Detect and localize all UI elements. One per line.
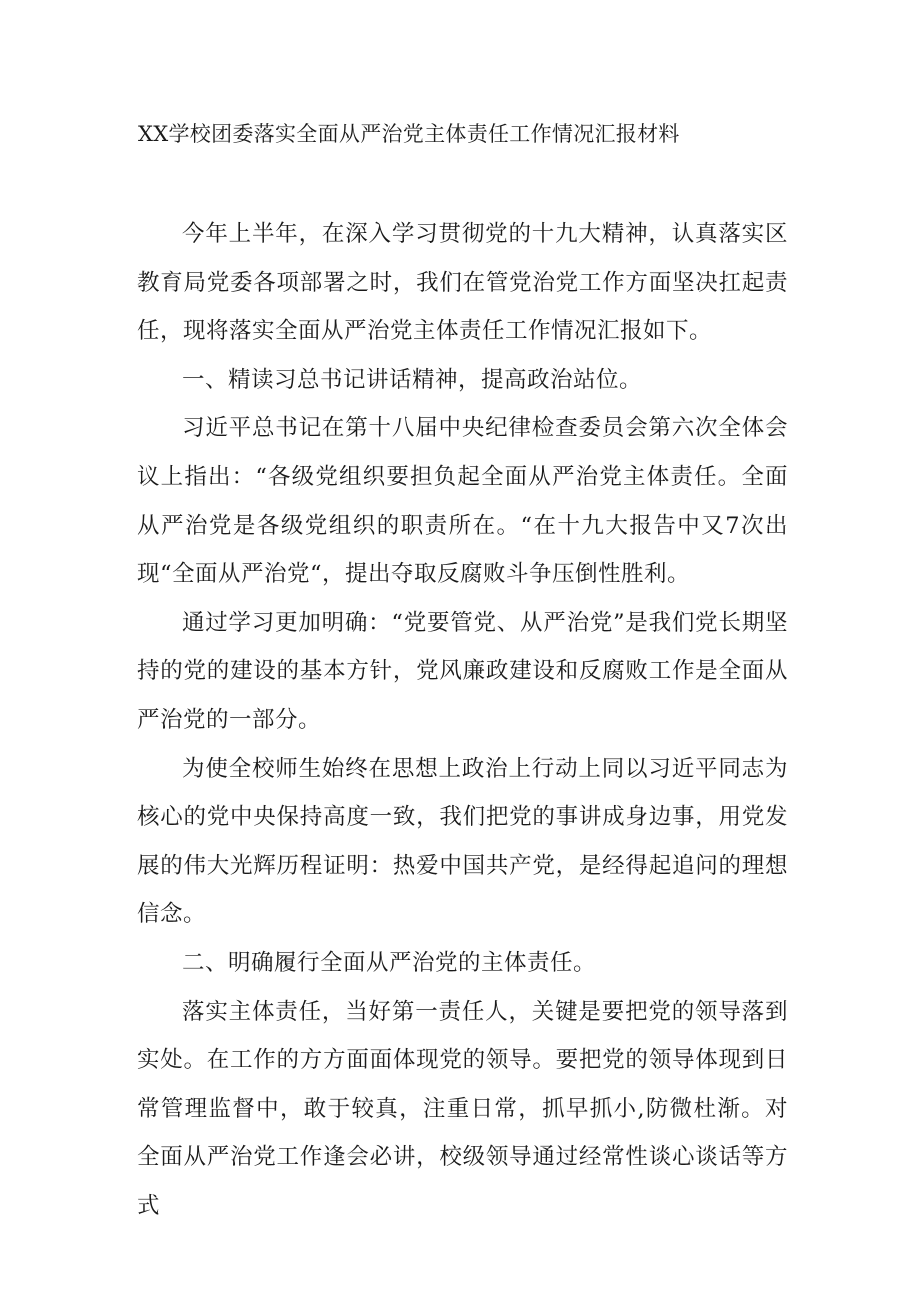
section-heading-1: 一、精读习总书记讲话精神，提高政治站位。 xyxy=(182,366,643,393)
paragraph-study-result: 通过学习更加明确：“党要管党、从严治党”是我们党长期坚持的党的建设的基本方针，党风廉政建设和反腐败工作是全面从严治党的一部分。 xyxy=(137,609,788,733)
paragraph-intro: 今年上半年，在深入学习贯彻党的十九大精神，认真落实区教育局党委各项部署之时，我们在管党治党工作方面坚决扛起责任，现将落实全面从严治党主体责任工作情况汇报如下。 xyxy=(137,221,788,345)
paragraph-speech-quote: 习近平总书记在第十八届中央纪律检查委员会第六次全体会议上指出：“各级党组织要担负起全面从严治党主体责任。全面从严治党是各级党组织的职责所在。“在十九大报告中又7次出现“全面从严治党“，提出夺取反腐败斗争压倒性胜利。 xyxy=(137,415,788,588)
document-title: XX学校团委落实全面从严治党主体责任工作情况汇报材料 xyxy=(138,122,680,146)
paragraph-responsibility: 落实主体责任，当好第一责任人，关键是要把党的领导落到实处。在工作的方方面面体现党的领导。要把党的领导体现到日常管理监督中，敢于较真，注重日常，抓早抓小,防微杜渐。对全面从严治党工作逢会必讲，校级领导通过经常性谈心谈话等方式 xyxy=(137,998,788,1219)
section-heading-2: 二、明确履行全面从严治党的主体责任。 xyxy=(182,949,597,976)
paragraph-ideology: 为使全校师生始终在思想上政治上行动上同以习近平同志为核心的党中央保持高度一致，我们把党的事讲成身边事，用党发展的伟大光辉历程证明：热爱中国共产党，是经得起追问的理想信念。 xyxy=(137,755,788,928)
document-body xyxy=(137,210,788,1230)
